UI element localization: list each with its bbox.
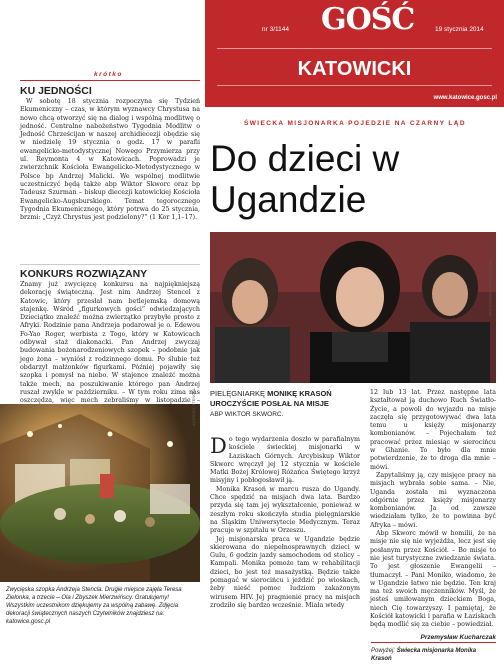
drop-cap: D (210, 434, 227, 458)
section-label: krótko (90, 71, 127, 78)
article-column-1 (210, 436, 360, 610)
photo-caption: Zwycięska szopka Andrzeja Stencla. Drugie miejsce zajęła Teresa Zielonka, a trzecie – Ola i Zbyszek Mierzwińscy. Gratulujemy! Wszystkim uczestnikom dziękujemy za wspólną zabawę. Zdjęcia dekoracji świątecznych naszych Czytelników znajdziesz na: katowice.gosc.pl (6, 587, 182, 625)
news-heading-1: KU JEDNOŚCI (20, 85, 92, 97)
divider (20, 264, 200, 265)
news-body-1 (20, 98, 200, 222)
photo-credit-main: PRZEMYSŁAW KUCHARCZAK (488, 260, 493, 317)
news-heading-2: KONKURS ROZWIĄZANY (20, 268, 148, 280)
article-paragraph-2: Monika Krasoń w marcu rusza do Ugandy. Chce spędzić na misjach dwa lata. Bardzo przyda się tam jej wykształcenie, ponieważ w zeszłym roku skończyła studia pielęgniarskie na Śląskim Uniwersytecie Medycznym. Teraz pracuje w szpitalu w Orzeszu. (210, 485, 360, 535)
lead-text-bold: MONIKĘ KRASOŃ UROCZYŚCIE POSŁAŁ NA MISJE (210, 389, 332, 408)
photo-caption-main (371, 642, 496, 663)
photo-credit: ANDRZEJ STENCEL (191, 388, 196, 427)
article-paragraph-4: 12 lub 13 lat. Przez następne lata kształtował ją duchowo Ruch Światło-Życie, a powoli do wyjazdu na misje zaczęła się przygotowywać dwa lata temu u księży misjonarzy kombonianów. – Pojechałam też pracować przez miesiąc w sierocińcu w Ghanie. To było dla mnie potwierdzenie, że to droga dla mnie – mówi. (370, 389, 496, 471)
nativity-scene-photo (0, 404, 200, 582)
issue-number: nr 3/1144 (262, 26, 289, 33)
news-paragraph-1: W sobotę 18 stycznia rozpoczyna się Tydzień Ekumeniczny – czas, w którym wyznawcy Chrystusa na nowo chcą otworzyć się na dialog i wspólną modlitwę o jedność. Centralne nabożeństwo Tygodnia Modlitw o Jedność Chrześcijan w naszej archidiecezji obędzie się w niedzielę 19 stycznia o godz. 17 w parafii ewangelicko-metodystycznej Nowego Przymierza przy ul. Reymonta 4 w Katowicach. Poprowadzi je zwierzchnik Kościoła Ewangelicko-Metodystycznego w Polsce bp Andrzej Malicki. We wspólnej modlitwie uczestniczyć będą także abp Wiktor Skworc oraz bp Tadeusz Szurman – biskup diecezji katowickiej Kościoła Ewangelicko-Augsburskiego. Temat tegorocznego Tygodnia Ekumenicznego, który potrwa do 25 stycznia, brzmi: „Czyż Chrystus jest podzielony?” (1 Kor 1,1–17). (20, 98, 200, 222)
article-column-2 (370, 389, 496, 630)
nativity-scene-image (0, 404, 200, 582)
krotko-section-header (20, 71, 200, 81)
website-link[interactable]: www.katowice.gosc.pl (433, 95, 497, 101)
lead-byline: ABP WIKTOR SKWORC. (210, 411, 284, 418)
article-title: Do dzieci w Ugandzie (210, 138, 400, 220)
masthead-divider (217, 48, 492, 49)
masthead-divider-2 (217, 85, 492, 86)
article-paragraph-5: Zapytaliśmy ją, czy misjęce pracy na misjach wybrała sobie sama. – Nie, Uganda została mi wyznaczona odgórnie przez księży misjonarzy kombonianów. Ja od zawsze wiedziałam tylko, że to powinna być Afryka – mówi. (370, 471, 496, 529)
article-kicker: ŚWIECKA MISJONARKA POJEDZIE NA CZARNY LĄD (244, 120, 466, 127)
missionary-image (210, 232, 496, 383)
caption-text: Świecka misjonarka Monika Krasoń (371, 648, 477, 662)
news-paragraph-2: Znamy już zwycięzcę konkursu na najpiękniejszą dekorację świąteczną. Jest nim Andrzej Stencel z Katowic, który przesłał nam betlejemską domową stajenkę. Wśród „figurkowych gości” odwiedzających Dzieciątko znaleźć można zwierzątko przybyłe prosto z Afryki. Rodzinie pana Andrzeja podarował je o. Edewou Fo-Yao Roger, werbista z Togo, który w Katowicach odbywał staż diakonacki. Pan Andrzej zwyczaj budowania bożonarodzeniowych szopek – podobnie jak jego żona – wyniósł z rodzinnego domu. Po ślubie też obdarzył małżonków figurkami. Później pojawiły się szopka i pomysł na niebo. W stajence znaleźć można także mech, na poszukiwanie którego pan Andrzej ruszał zwykle w październiku. – W tym roku zima nas oszczędza, więc mech zebraliśmy w listopadzie – (20, 281, 200, 405)
region-title: KATOWICKI (297, 58, 412, 80)
masthead (205, 0, 504, 107)
missionary-photo (210, 232, 496, 383)
article-paragraph-1: o tego wydarzenia doszło w parafialnym kościele świeckiej misjonarki w Łaziskach Górnych. Arcybiskup Wiktor Skworc wręczył jej 12 stycznia w kościele Matki Bożej Królowej Różańca Świętego krzyż misyjny i pobłogosławił ją. (210, 436, 360, 485)
article-paragraph-3: Jej misjonarska praca w Ugandzie będzie skierowana do niepełnosprawnych dzieci w Gulu, 6 godzin jazdy samochodem od stolicy – Kampali. Monika pomoże tam w rehabilitacji dzieci, bo jest też masażystką. Będzie także pomagać w sierocińcu i jeździć po wioskach, żeby nieść pomoc ludziom zakażonym wirusem HIV. Jej pragnienie pracy na misjach zrodziło się bardzo wcześnie. Miała wtedy (210, 535, 360, 609)
caption-label: Powyżej: (371, 648, 397, 654)
article-paragraph-6: Abp Skworc mówił w homilii, że na misje nie się nie wyjeżdża, lecz jest się posłanym przez Kościół. – Bo misje to nie jest turystyczne zwiedzanie świata. To jest głoszenie Ewangelii – tłumaczył. – Pani Moniko, wiadomo, że w Ugandzie łatwo nie będzie. Ten kraj ma też swoich męczenników. Myśl, że jesteś umiłowanym dzieckiem Boga, niech Cię towarzyszy. I pamiętaj, że Kościół katowicki i parafia w Łaziskach będą modlić się za ciebie – powiedział. (370, 530, 496, 629)
issue-date: 19 stycznia 2014 (435, 26, 484, 33)
lead-text-start: PIELĘGNIARKĘ (210, 389, 268, 398)
gosc-logo: GOŚĆ (321, 2, 415, 37)
author-signature: Przemysław Kucharczak (420, 634, 496, 641)
article-lead (210, 389, 360, 420)
